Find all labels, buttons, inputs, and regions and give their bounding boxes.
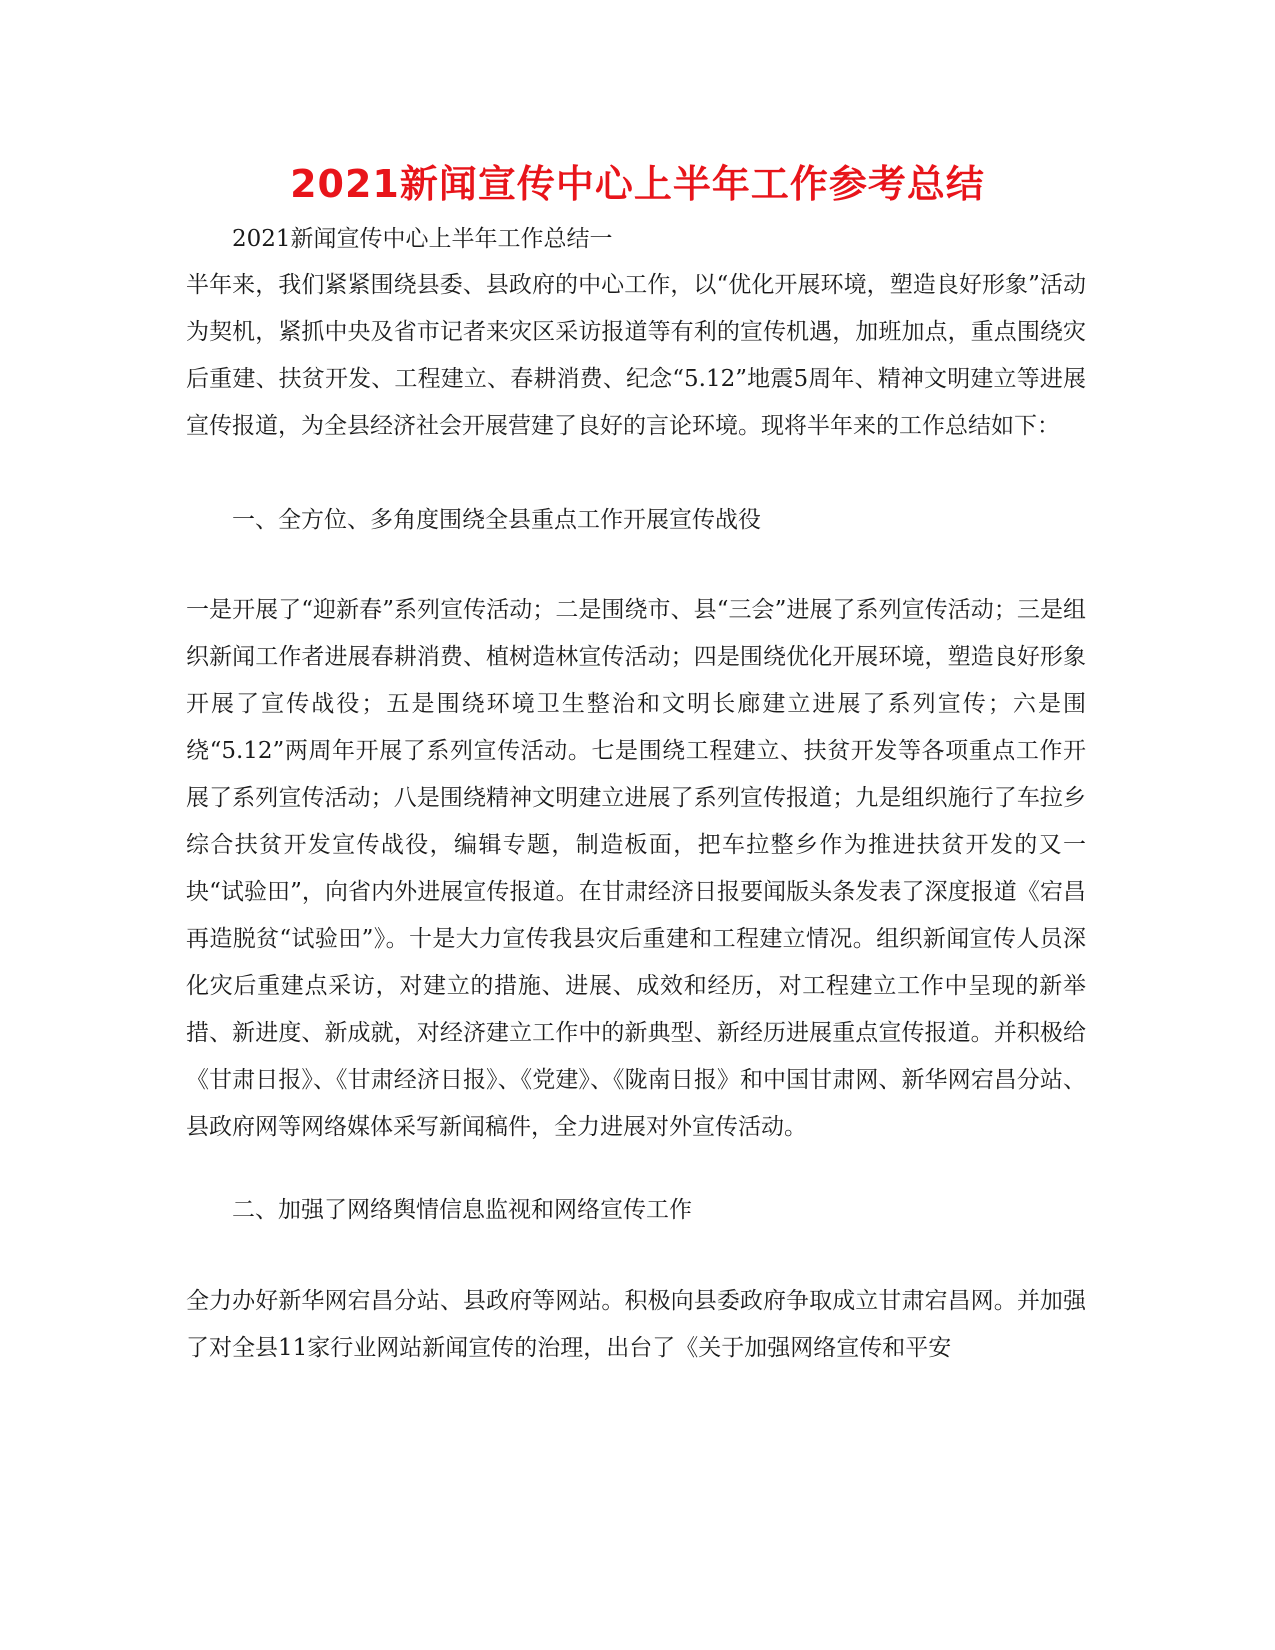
- document-title: 2021新闻宣传中心上半年工作参考总结: [290, 162, 985, 206]
- section-paragraph-1: 一是开展了“迎新春”系列宣传活动；二是围绕市、县“三会”进展了系列宣传活动；三是组织新闻工作者进展春耕消费、植树造林宣传活动；四是围绕优化开展环境，塑造良好形象开展了宣传战役；五是围绕环境卫生整治和文明长廊建立进展了系列宣传；六是围绕“5.12”两周年开展了系列宣传活动。七是围绕工程建立、扶贫开发等各项重点工作开展了系列宣传活动；八是围绕精神文明建立进展了系列宣传报道；九是组织施行了车拉乡综合扶贫开发宣传战役，编辑专题，制造板面，把车拉整乡作为推进扶贫开发的又一块“试验田”，向省内外进展宣传报道。在甘肃经济日报要闻版头条发表了深度报道《宕昌再造脱贫“试验田”》。十是大力宣传我县灾后重建和工程建立情况。组织新闻宣传人员深化灾后重建点采访，对建立的措施、进展、成效和经历，对工程建立工作中呈现的新举措、新进度、新成就，对经济建立工作中的新典型、新经历进展重点宣传报道。并积极给《甘肃日报》、《甘肃经济日报》、《党建》、《陇南日报》和中国甘肃网、新华网宕昌分站、县政府网等网络媒体采写新闻稿件，全力进展对外宣传活动。: [186, 597, 1086, 1140]
- section-heading-1: 一、全方位、多角度围绕全县重点工作开展宣传战役: [232, 507, 761, 533]
- section-heading-2: 二、加强了网络舆情信息监视和网络宣传工作: [232, 1197, 692, 1223]
- intro-paragraph: 半年来，我们紧紧围绕县委、县政府的中心工作，以“优化开展环境，塑造良好形象”活动为契机，紧抓中央及省市记者来灾区采访报道等有利的宣传机遇，加班加点，重点围绕灾后重建、扶贫开发、工程建立、春耕消费、纪念“5.12”地震5周年、精神文明建立等进展宣传报道，为全县经济社会开展营建了良好的言论环境。现将半年来的工作总结如下：: [186, 272, 1086, 439]
- document-subtitle: 2021新闻宣传中心上半年工作总结一: [232, 226, 613, 252]
- section-paragraph-2: 全力办好新华网宕昌分站、县政府等网站。积极向县委政府争取成立甘肃宕昌网。并加强了对全县11家行业网站新闻宣传的治理，出台了《关于加强网络宣传和平安: [186, 1288, 1086, 1361]
